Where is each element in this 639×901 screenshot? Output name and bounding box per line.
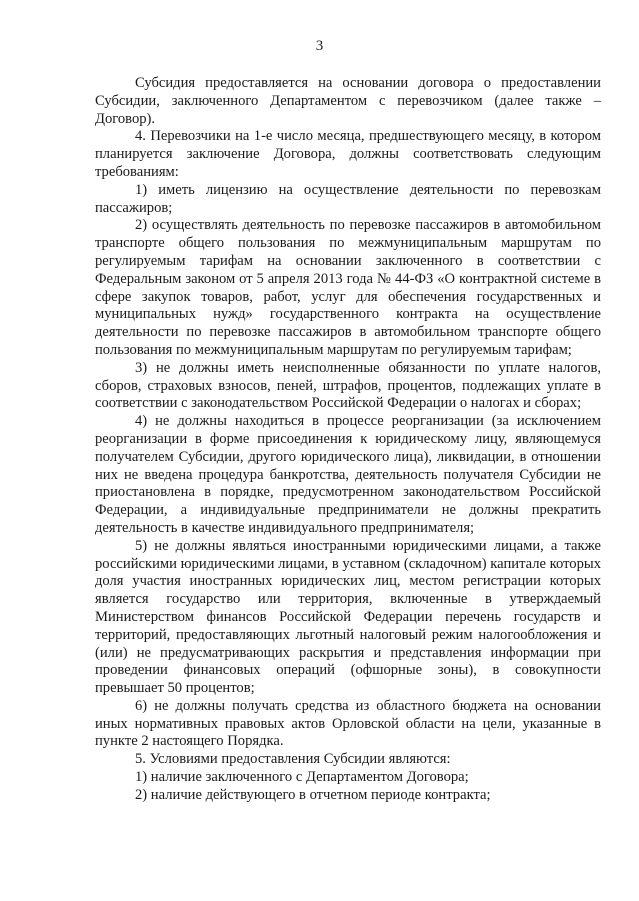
paragraph: 2) осуществлять деятельность по перевозке пассажиров в автомобильном транспорте общего пользования по межмуниципальным маршрутам по регулируемым тарифам на основании заключенного в соответствии с Федеральным законом от 5 апреля 2013 года № 44-ФЗ «О контрактной системе в сфере закупок товаров, работ, услуг для обеспечения государственных и муниципальных нужд» государственного контракта на осуществление деятельности по перевозке пассажиров в автомобильном транспорте общего пользования по межмуниципальным маршрутам по регулируемым тарифам;: [95, 217, 601, 358]
paragraph: 1) иметь лицензию на осуществление деятельности по перевозкам пассажиров;: [95, 181, 601, 216]
paragraph: 1) наличие заключенного с Департаментом Договора;: [135, 769, 469, 786]
paragraph: 5. Условиями предоставления Субсидии являются:: [135, 751, 451, 768]
paragraph: 3) не должны иметь неисполненные обязанности по уплате налогов, сборов, страховых взносов, пеней, штрафов, процентов, подлежащих уплате в соответствии с законодательством Российской Федерации о налогах и сборах;: [95, 359, 601, 412]
paragraph: Субсидия предоставляется на основании договора о предоставлении Субсидии, заключенного Департаментом с перевозчиком (далее также – Договор).: [95, 75, 601, 127]
paragraph: 6) не должны получать средства из областного бюджета на основании иных нормативных правовых актов Орловской области на цели, указанные в пункте 2 настоящего Порядка.: [95, 697, 601, 750]
paragraph: 5) не должны являться иностранными юридическими лицами, а также российскими юридическими лицами, в уставном (складочном) капитале которых доля участия иностранных юридических лиц, местом регистрации которых является государство или территория, включенные в утверждаемый Министерством финансов Российской Федерации перечень государств и территорий, предоставляющих льготный налоговый режим налогообложения и (или) не предусматривающих раскрытия и представления информации при проведении финансовых операций (офшорные зоны), в совокупности превышает 50 процентов;: [95, 537, 601, 697]
page-number: 3: [315, 38, 324, 54]
document-body: [95, 75, 601, 805]
paragraph: 2) наличие действующего в отчетном периоде контракта;: [135, 786, 491, 803]
paragraph: 4. Перевозчики на 1-е число месяца, предшествующего месяцу, в котором планируется заключение Договора, должны соответствовать следующим требованиям:: [95, 128, 601, 180]
paragraph: 4) не должны находиться в процессе реорганизации (за исключением реорганизации в форме присоединения к юридическому лицу, являющемуся получателем Субсидии, другого юридического лица), ликвидации, в отношении них не введена процедура банкротства, деятельность получателя Субсидии не приостановлена в порядке, предусмотренном законодательством Российской Федерации, а индивидуальные предприниматели не должны прекратить деятельность в качестве индивидуального предпринимателя;: [95, 413, 601, 536]
